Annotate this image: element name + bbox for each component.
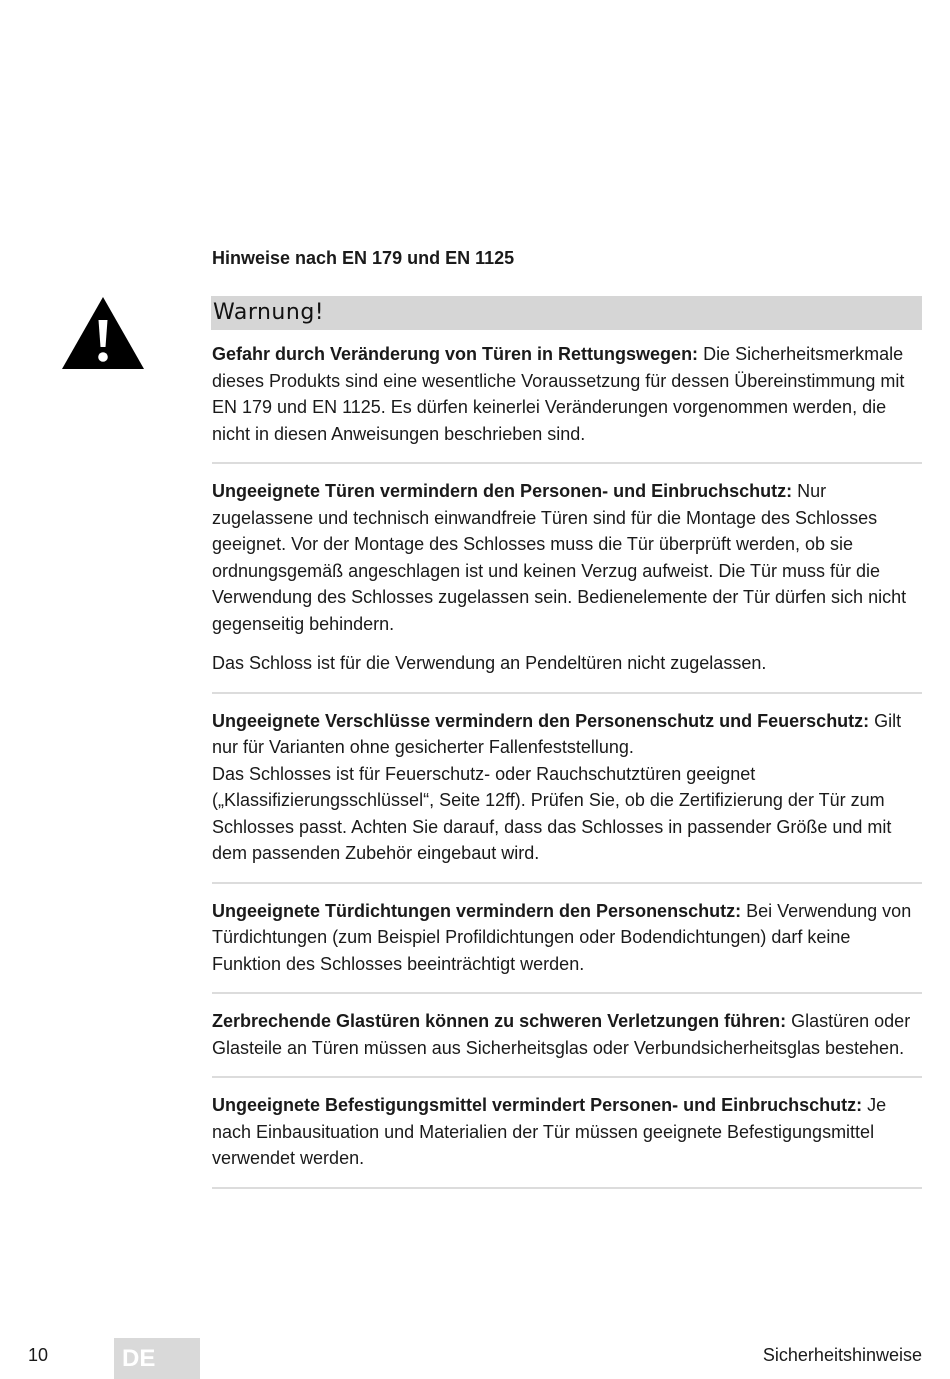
divider xyxy=(212,992,922,994)
page-number: 10 xyxy=(28,1345,49,1365)
warning-item-heading: Zerbrechende Glastüren können zu schweren Verletzungen führen: xyxy=(212,1011,787,1031)
warning-item-heading: Ungeeignete Verschlüsse vermindern den Personenschutz und Feuerschutz: xyxy=(212,710,870,731)
warning-item-text: Die Sicherheitsmerkmale dieses Produkts sind eine wesentliche Voraussetzung für dessen Übereinstimmung mit EN 179 und EN 1125. Es dürfen keinerlei Veränderungen vorgenommen werden, die nicht in diesen Anweisungen beschrieben sind. xyxy=(212,344,905,444)
warning-item xyxy=(212,708,922,867)
warning-triangle-icon xyxy=(60,295,146,371)
warning-item-heading: Ungeeignete Befestigungsmittel vermindert Personen- und Einbruchschutz: xyxy=(212,1095,863,1115)
language-badge: DE xyxy=(114,1338,200,1379)
warning-item xyxy=(212,478,922,677)
warning-item xyxy=(212,1092,922,1172)
warning-paragraph xyxy=(212,708,922,867)
warning-paragraph xyxy=(212,1092,922,1172)
warning-item xyxy=(212,898,922,978)
section-heading: Hinweise nach EN 179 und EN 1125 xyxy=(212,248,515,268)
warning-item-text: Nur zugelassene und technisch einwandfreie Türen sind für die Montage des Schlosses geeignet. Vor der Montage des Schlosses muss die Tür überprüft werden, ob sie ordnungsgemäß angeschlagen ist und keinen Verzug aufweist. Die Tür muss für die Verwendung des Schlosses zugelassen sein. Bedienelemente der Tür dürfen sich nicht gegenseitig behindern. xyxy=(212,481,907,634)
warning-item-heading: Gefahr durch Veränderung von Türen in Rettungswegen: xyxy=(212,344,699,364)
warning-item-heading: Ungeeignete Türen vermindern den Personen- und Einbruchschutz: xyxy=(212,481,793,501)
warning-item-text: Glastüren oder Glasteile an Türen müssen aus Sicherheitsglas oder Verbundsicherheitsglas bestehen. xyxy=(212,1011,911,1058)
warning-paragraph xyxy=(212,898,922,978)
divider xyxy=(212,1187,922,1189)
warning-item-text: Bei Verwendung von Türdichtungen (zum Beispiel Profildichtungen oder Bodendichtungen) darf keine Funktion des Schlosses beeinträchtigt werden. xyxy=(212,900,912,974)
footer-section-title: Sicherheitshinweise xyxy=(762,1345,922,1365)
warning-item-heading: Ungeeignete Türdichtungen vermindern den Personenschutz: xyxy=(212,900,742,921)
warning-content xyxy=(212,341,922,1203)
warning-item xyxy=(212,341,922,447)
divider xyxy=(212,882,922,884)
warning-paragraph xyxy=(212,1008,922,1061)
warning-item-text: Je nach Einbausituation und Materialien der Tür müssen geeignete Befestigungsmittel verwendet werden. xyxy=(212,1095,887,1168)
divider xyxy=(212,462,922,464)
warning-title: Warnung! xyxy=(213,300,325,325)
divider xyxy=(212,692,922,694)
warning-item xyxy=(212,1008,922,1061)
warning-paragraph xyxy=(212,478,922,637)
warning-item-text: Gilt nur für Varianten ohne gesicherter Fallenfeststellung. xyxy=(212,710,902,757)
warning-banner xyxy=(211,296,922,330)
divider xyxy=(212,1076,922,1078)
warning-paragraph xyxy=(212,341,922,447)
warning-item-text-continued: Das Schlosses ist für Feuerschutz- oder Rauchschutztüren geeignet („Klassifizierungsschlüssel“, Seite 12ff). Prüfen Sie, ob die Zertifizierung der Tür zum Schlosses passt. Achten Sie darauf, dass das Schlosses in passender Größe und mit dem passenden Zubehör eingebaut wird. xyxy=(212,763,892,863)
warning-paragraph: Das Schloss ist für die Verwendung an Pendeltüren nicht zugelassen. xyxy=(212,653,767,673)
